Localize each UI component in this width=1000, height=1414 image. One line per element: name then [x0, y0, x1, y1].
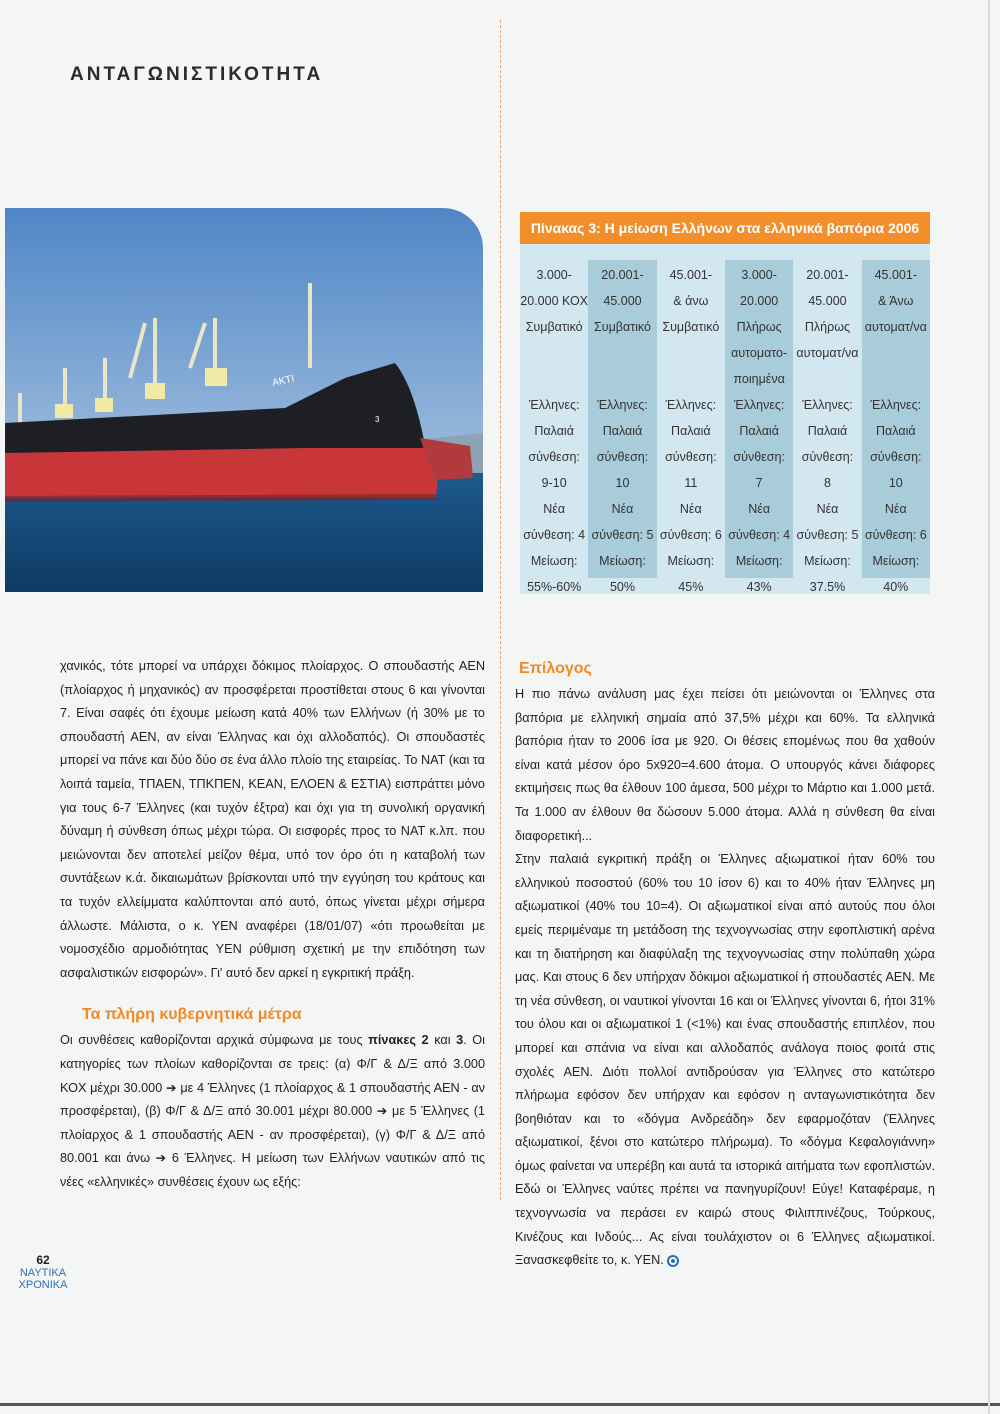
arrow-icon: ➔: [166, 1080, 177, 1095]
ship-photo: [5, 208, 483, 592]
right-column: [515, 655, 935, 1273]
table-cell: σύνθεση: 4: [523, 528, 586, 542]
column-divider: [500, 20, 501, 1200]
table-cell: σύνθεση: 6: [659, 528, 722, 542]
table-cell: αυτοματ/να: [864, 320, 927, 334]
arrow-icon: ➔: [155, 1151, 167, 1166]
table-cell: 20.000 ΚΟΧ: [520, 294, 589, 308]
table-cell: & Άνω: [878, 294, 914, 308]
hull-lower: [5, 448, 437, 498]
text-run: και: [428, 1033, 457, 1048]
table-cell: Έλληνες:: [733, 398, 785, 412]
table-cell: [657, 340, 725, 366]
table-cell: 55%-60%: [527, 580, 582, 594]
table-cell: 45.000: [808, 294, 847, 308]
table-cell: Νέα: [884, 502, 907, 516]
table-cell: σύνθεση: 4: [728, 528, 791, 542]
subheading-government-measures: Τα πλήρη κυβερνητικά μέτρα: [82, 1006, 302, 1024]
table-cell: 3.000-: [536, 268, 572, 282]
table-cell: Παλαιά: [602, 424, 643, 438]
table-cell: & άνω: [673, 294, 709, 308]
table-cell: Έλληνες:: [528, 398, 580, 412]
table-column: [588, 260, 656, 594]
table-cell: 45.001-: [669, 268, 713, 282]
table-column: [520, 260, 589, 594]
table-cell: Μείωση:: [599, 554, 646, 568]
body-paragraph: Η πιο πάνω ανάλυση μας έχει πείσει ότι μειώνονται οι Έλληνες στα βαπόρια με ελληνική σημαία από 37,5% μέχρι και 60%. Τα ελληνικά βαπόρια ήταν το 2006 ίσα με 920. Οι θέσεις επομένως που θα χαθούν είναι κατά μέσον όρο 5x920=4.600 άτομα. Ο υπουργός κάνει διάφορες εκτιμήσεις πως θα έλθουν 100 άμεσα, 500 μέχρι το Μάρτιο και 1.000 μετά. Τα 1.000 αν έλθουν θα δώσουν 5.000 άτομα. Αλλά η σύνθεση θα είναι διαφορετική...: [515, 687, 935, 843]
end-mark-icon: [667, 1255, 679, 1267]
table-cell: 45%: [678, 580, 704, 594]
text-run: . Οι κατηγορίες των πλοίων καθορίζονται σε τρεις: (α) Φ/Γ & Δ/Ξ από 3.000 ΚΟΧ μέχρι 30.000: [60, 1033, 485, 1095]
page-right-edge: [988, 0, 990, 1414]
text-run: Στην παλαιά εγκριτική πράξη οι Έλληνες αξιωματικοί ήταν 60% του ελληνικού ποσοστού (60% του 10 ίσον 6) και το 40% ήταν Έλληνες μη αξιωματικοί (40% του 10=4). Οι αξιωματικοί είναι από αυτούς που όλοι εμείς περιμέναμε τη μετάδοση της τεχνογνωσίας στην εφοπλιστική αρένα και τη διατήρηση και διαφύλαξη της τεχνογνωσίας στην πολύπαθη χώρα μας. Και στους 6 δεν υπήρχαν δόκιμοι αξιωματικοί ή σπουδαστές ΑΕΝ. Με τη νέα σύνθεση, οι ναυτικοί γίνονται 16 και οι Έλληνες γίνονται 6, ήτοι 31% του όλου και οι αξιωματικοί 1 (<1%) και ένας σπουδαστής επιπλέον, που μπορεί και σπάνια να είναι και αλλοδαπός ανάλογα ποιος φοιτά στις σχολές ΑΕΝ. Διότι πολλοί αντιδρούσαν για Έλληνες στο κατώτερο πλήρωμα εφόσον δεν υπήρχαν και εφόσον η ανταγωνιστικότητα δεν βοηθιόταν και το «δόγμα Ανδρεάδη» δεν εφαρμοζόταν (Έλληνες αξιωματικοί, ξένοι στο κατώτερο πλήρωμα). Το «δόγμα Κεφαλογιάννη» όμως φαίνεται να υπερέβη και αυτά τα ιστορικά αιτήματα των εφοπλιστών. Εδώ οι Έλληνες ναύτες πρέπει να πανηγυρίζουν! Εύγε! Καταφέραμε, η τεχνογνωσία να περάσει εν καιρώ στους Φιλιππινέζους, Τούρκους, Κινέζους και Ινδούς... Ας είναι τουλάχιστον οι 6 Έλληνες αξιωματικοί. Ξανασκεφθείτε το, κ. ΥΕΝ.: [515, 852, 935, 1268]
table-cell: Έλληνες:: [597, 398, 648, 412]
table-cell: Μείωση:: [667, 554, 715, 568]
magazine-name: ΝΑΥΤΙΚΑ: [19, 1267, 67, 1279]
table-cell: Νέα: [679, 502, 702, 516]
table-cell: σύνθεση:: [801, 450, 854, 464]
page-bottom-rule: [0, 1403, 1000, 1406]
text-run: Οι συνθέσεις καθορίζονται αρχικά σύμφωνα με τους: [60, 1033, 369, 1048]
bold-text: 3: [456, 1033, 464, 1048]
text-run: με 4 Έλληνες (1 πλοίαρχος & 1 σπουδαστής ΑΕΝ - αν προσφέρεται), (β) Φ/Γ & Δ/Ξ από 30.001 μέχρι 80.000: [60, 1080, 485, 1119]
page-footer: [18, 1253, 68, 1291]
table-cell: σύνθεση:: [528, 450, 580, 464]
table-column: [793, 260, 861, 594]
table-cell: Μείωση:: [530, 554, 578, 568]
table-cell: 7: [755, 476, 763, 490]
table-cell: 40%: [883, 580, 909, 594]
table-cell: Έλληνες:: [870, 398, 922, 412]
body-paragraph: χανικός, τότε μπορεί να υπάρχει δόκιμος πλοίαρχος. Ο σπουδαστής ΑΕΝ (πλοίαρχος ή μηχανικός) αν προσφέρεται προστίθεται στους 6 και γίνονται 7. Είναι σαφές ότι έχουμε μείωση κατά 40% των Ελλήνων (ή 30% με το σπουδαστή ΑΕΝ, αν είναι Έλληνας και όχι αλλοδαπός). Οι σπουδαστές μπορεί να πάνε και δύο δύο σε ένα άλλο πλοίο της εταιρείας. Το ΝΑΤ (και τα λοιπά ταμεία, ΤΠΑΕΝ, ΤΠΚΠΕΝ, ΚΕΑΝ, ΕΛΟΕΝ & ΕΣΤΙΑ) εισπράττει μόνο για τους 6-7 Έλληνες (και τυχόν έξτρα) και όχι για τη συνολική οργανική δύναμη ή σύνθεση όπως μέχρι τώρα. Οι εισφορές προς το ΝΑΤ κ.λπ. που μειώνονται δεν αποτελεί μείζον θέμα, υπό τον όρο ότι η καταβολή των συντάξεων κ.ά. δικαιωμάτων βρίσκονται υπό την εγγύηση του κράτους και τα τυχόν ελλείμματα καλύπτονται από αυτό, όπως γίνεται μέχρι σήμερα άλλωστε. Μάλιστα, ο κ. ΥΕΝ αναφέρει (18/01/07) «ότι προωθείται με νομοσχέδιο αρμοδιότητας ΥΕΝ ρύθμιση σχετική με την επιδότηση των ασφαλιστικών εισφορών». Γι' αυτό δεν αρκεί η εγκριτική πράξη.: [60, 659, 485, 980]
body-paragraph: [60, 1029, 485, 1194]
table-cell: 50%: [609, 580, 635, 594]
table-cell: Μείωση:: [804, 554, 851, 568]
table-cell: [862, 366, 930, 392]
table-cell: 45.000: [603, 294, 642, 308]
table-cell: 43%: [746, 580, 772, 594]
table-cell: σύνθεση:: [870, 450, 922, 464]
table-cell: σύνθεση:: [596, 450, 649, 464]
table-cell: Νέα: [611, 502, 634, 516]
table-cell: Έλληνες:: [802, 398, 853, 412]
table-cell: σύνθεση: 5: [796, 528, 859, 542]
table-cell: 37.5%: [809, 580, 846, 594]
table-cell: σύνθεση: 6: [864, 528, 927, 542]
table-cell: Έλληνες:: [665, 398, 717, 412]
table-cell: 3.000-: [741, 268, 777, 282]
table-cell: σύνθεση: 5: [591, 528, 654, 542]
table-cell: Νέα: [816, 502, 839, 516]
table-cell: 11: [684, 476, 698, 490]
bold-text: πίνακες 2: [368, 1033, 429, 1048]
table-cell: 20.001-: [806, 268, 849, 282]
table-cell: Συμβατικό: [525, 320, 583, 334]
table-cell: Παλαιά: [739, 424, 779, 438]
table-cell: Νέα: [543, 502, 566, 516]
table-cell: 10: [888, 476, 903, 490]
body-paragraph: [515, 848, 935, 1273]
table-cell: Συμβατικό: [594, 320, 651, 334]
table-cell: σύνθεση:: [665, 450, 717, 464]
table-cell: Παλαιά: [876, 424, 916, 438]
text-run: 6 Έλληνες. Η μείωση των Ελλήνων ναυτικών από τις νέες «ελληνικές» συνθέσεις έχουν ως εξής:: [60, 1151, 485, 1189]
table-cell: 20.001-: [601, 268, 644, 282]
table-cell: [588, 340, 656, 366]
table-column: [657, 260, 725, 594]
table-column: [862, 260, 930, 594]
table-body: [520, 260, 930, 594]
table-column: [725, 260, 793, 594]
subheading-epilogue: Επίλογος: [519, 660, 592, 677]
left-column: [60, 655, 485, 1194]
table-cell: 9-10: [541, 476, 567, 490]
table-cell: [793, 366, 861, 392]
hull-mark-text: 3: [375, 415, 380, 424]
table-cell: 20.000: [740, 294, 779, 308]
magazine-name: ΧΡΟΝΙΚΑ: [18, 1279, 68, 1291]
table-cell: [862, 340, 930, 366]
table-cell: ποιημένα: [733, 372, 785, 386]
ship-illustration: [5, 208, 483, 592]
table-cell: Μείωση:: [735, 554, 783, 568]
table-cell: Πλήρως: [804, 320, 851, 334]
table-cell: Μείωση:: [872, 554, 920, 568]
reduction-table: [520, 212, 930, 594]
table-cell: Νέα: [748, 502, 771, 516]
table-cell: 45.001-: [874, 268, 917, 282]
table-cell: 8: [824, 476, 831, 490]
page-number: 62: [36, 1253, 50, 1267]
table-title: Πίνακας 3: Η μείωση Ελλήνων στα ελληνικά βαπόρια 2006: [520, 212, 930, 244]
table-cell: αυτοματο-: [731, 346, 788, 360]
table-cell: [520, 366, 588, 392]
table-cell: Παλαιά: [807, 424, 848, 438]
table-cell: σύνθεση:: [733, 450, 785, 464]
table-cell: Παλαιά: [671, 424, 711, 438]
table-cell: 10: [615, 476, 630, 490]
table-cell: Πλήρως: [736, 320, 782, 334]
table-cell: Παλαιά: [534, 424, 574, 438]
table-cell: αυτοματ/να: [796, 346, 859, 360]
table-cell: Συμβατικό: [662, 320, 720, 334]
table-cell: [588, 366, 656, 392]
arrow-icon: ➔: [376, 1104, 388, 1119]
text-run: με 5 Έλληνες (1 πλοίαρχος & 1 σπουδαστής ΑΕΝ - αν προσφέρεται), (γ) Φ/Γ & Δ/Ξ από 80.001 και άνω: [60, 1104, 485, 1166]
ship-name-text: AKTI: [271, 373, 296, 389]
table-cell: [520, 340, 588, 366]
table-cell: [657, 366, 725, 392]
section-title: ΑΝΤΑΓΩΝΙΣΤΙΚΟΤΗΤΑ: [70, 64, 324, 85]
